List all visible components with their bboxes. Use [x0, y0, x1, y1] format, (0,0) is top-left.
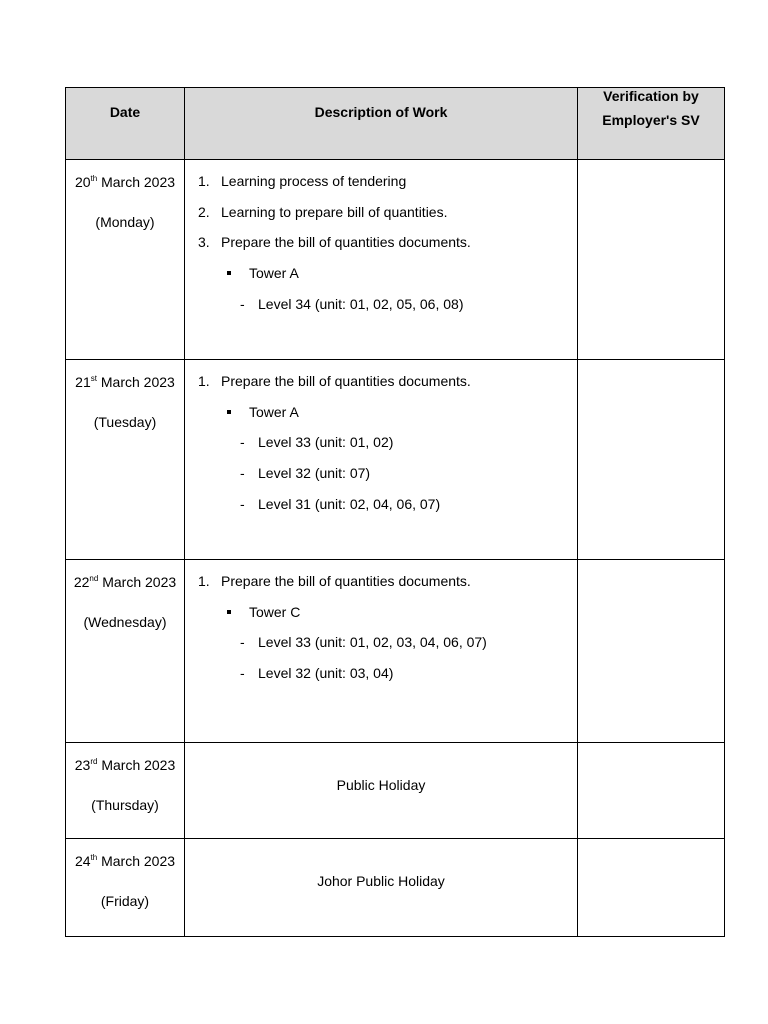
table-row: [66, 560, 725, 743]
tower-item: Tower C: [185, 604, 577, 620]
date-cell: [66, 160, 185, 360]
level-item: - Level 32 (unit: 03, 04): [240, 665, 394, 682]
verification-cell[interactable]: [578, 360, 725, 560]
holiday-text: Johor Public Holiday: [317, 873, 445, 889]
date-cell: [66, 560, 185, 743]
verification-cell[interactable]: [578, 560, 725, 743]
level-item: - Level 32 (unit: 07): [240, 465, 371, 482]
header-verification-line1: Verification by: [603, 88, 699, 104]
work-log-table: [65, 87, 725, 937]
description-cell: [185, 360, 578, 560]
list-item: 3. Prepare the bill of quantities documents.: [198, 234, 471, 251]
task-list: [185, 160, 577, 250]
date-cell: [66, 743, 185, 839]
verification-cell[interactable]: [578, 743, 725, 839]
header-description: [185, 88, 578, 160]
header-verification: [578, 88, 725, 160]
tower-item: Tower A: [185, 265, 577, 281]
date-text: 21st March 2023: [75, 374, 175, 390]
header-date: [66, 88, 185, 160]
list-item: 1. Prepare the bill of quantities documents.: [198, 573, 471, 589]
level-item: - Level 31 (unit: 02, 04, 06, 07): [240, 495, 441, 512]
header-date-label: Date: [109, 104, 141, 120]
header-description-label: Description of Work: [314, 104, 448, 120]
header-verification-line2: Employer's SV: [602, 112, 700, 128]
date-text: 20th March 2023: [74, 174, 176, 190]
square-bullet-icon: [227, 610, 231, 614]
weekday-text: (Monday): [95, 214, 155, 230]
square-bullet-icon: [227, 410, 231, 414]
date-text: 24th March 2023: [74, 853, 176, 869]
weekday-text: (Friday): [100, 893, 150, 909]
date-text: 22nd March 2023: [73, 574, 177, 590]
task-list: [185, 560, 577, 589]
table-row: [66, 160, 725, 360]
header-row: [66, 88, 725, 160]
verification-cell[interactable]: [578, 839, 725, 937]
table-row: [66, 743, 725, 839]
weekday-text: (Wednesday): [83, 614, 167, 630]
weekday-text: (Thursday): [91, 797, 159, 813]
list-item: 2. Learning to prepare bill of quantities.: [198, 203, 448, 220]
level-item: - Level 33 (unit: 01, 02, 03, 04, 06, 07): [240, 634, 487, 651]
tower-item: Tower A: [185, 404, 577, 420]
weekday-text: (Tuesday): [93, 414, 157, 430]
square-bullet-icon: [227, 271, 231, 275]
list-item: 1. Learning process of tendering: [198, 173, 407, 189]
description-cell: [185, 743, 578, 839]
task-list: [185, 360, 577, 389]
date-cell: [66, 839, 185, 937]
verification-cell[interactable]: [578, 160, 725, 360]
level-item: - Level 33 (unit: 01, 02): [240, 434, 394, 451]
description-cell: [185, 839, 578, 937]
date-text: 23rd March 2023: [74, 757, 176, 773]
date-cell: [66, 360, 185, 560]
list-item: 1. Prepare the bill of quantities documents.: [198, 373, 471, 389]
description-cell: [185, 560, 578, 743]
table-row: [66, 360, 725, 560]
table-row: [66, 839, 725, 937]
description-cell: [185, 160, 578, 360]
holiday-text: Public Holiday: [336, 777, 426, 793]
level-item: - Level 34 (unit: 01, 02, 05, 06, 08): [240, 295, 464, 312]
